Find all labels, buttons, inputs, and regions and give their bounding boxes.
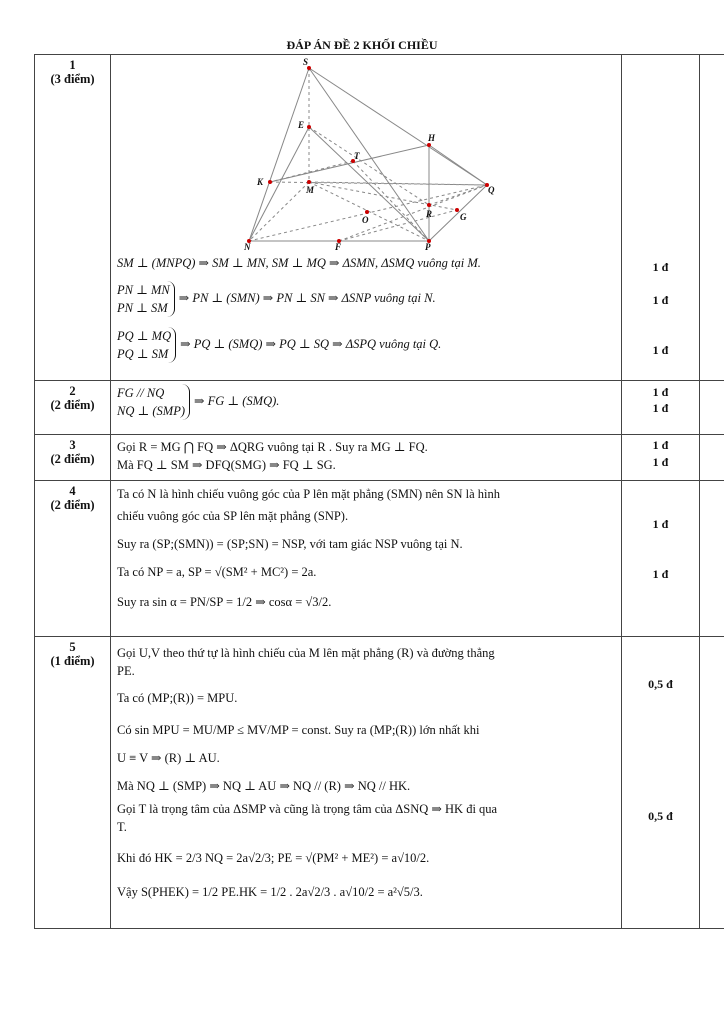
point-label: F [335,242,342,251]
answer-line: Ta có N là hình chiếu vuông góc của P lên mặt phẳng (SMN) nên SN là hình [117,487,500,501]
extra-cell [700,481,724,637]
answer-cell [111,481,622,637]
point-label: M [306,185,315,195]
points-cell [622,435,700,481]
question-cell [35,637,111,929]
answer-cell [111,381,622,435]
point-label: T [354,151,360,161]
answer-line: SM ⊥ (MNPQ) ⇒ SM ⊥ MN, SM ⊥ MQ ⇒ ΔSMN, ΔSMQ vuông tại M. [117,256,481,270]
answer-line: Gọi R = MG ⋂ FQ ⇒ ΔQRG vuông tại R . Suy ra MG ⊥ FQ. [117,440,428,454]
answer-cell [111,55,622,381]
answer-cell [111,637,622,929]
table-row [35,55,724,381]
question-cell [35,55,111,381]
answer-line: PE. [117,664,135,678]
system-result: ⇒ FG ⊥ (SMQ). [194,393,280,408]
table-row [35,381,724,435]
question-number: 1 [69,58,76,72]
question-score: (1 điểm) [50,654,95,668]
system-line: PQ ⊥ SM [117,347,169,361]
point-mark: 1 đ [652,385,669,399]
point-mark: 0,5 đ [648,677,673,691]
system-line: NQ ⊥ (SMP) [117,404,185,418]
question-number: 2 [69,384,76,398]
point-mark: 1 đ [652,455,669,469]
extra-cell [700,381,724,435]
point-label: Q [488,185,495,195]
point-label: P [425,242,431,251]
point-mark: 1 đ [652,438,669,452]
answer-line: Khi đó HK = 2/3 NQ = 2a√2/3; PE = √(PM² + ME²) = a√10/2. [117,851,430,865]
table-row [35,435,724,481]
point-mark: 1 đ [652,293,669,307]
extra-cell [700,637,724,929]
answer-line: U ≡ V ⇒ (R) ⊥ AU. [117,751,220,765]
point-mark: 1 đ [652,517,669,531]
question-cell [35,435,111,481]
answer-line: Mà NQ ⊥ (SMP) ⇒ NQ ⊥ AU ⇒ NQ // (R) ⇒ NQ // HK. [117,779,411,793]
question-score: (2 điểm) [50,398,95,412]
answer-line: Ta có (MP;(R)) = MPU. [117,691,238,705]
point-label: K [257,177,264,187]
point-mark: 0,5 đ [648,809,673,823]
question-score: (2 điểm) [50,452,95,466]
points-cell [622,55,700,381]
answer-line: Suy ra sin α = PN/SP = 1/2 ⇒ cosα = √3/2. [117,595,332,609]
point-label: R [426,209,433,219]
question-cell [35,481,111,637]
table-row [35,481,724,637]
answer-line: Gọi U,V theo thứ tự là hình chiếu của M lên mặt phẳng (R) và đường thẳng [117,646,495,660]
point-mark: 1 đ [652,567,669,581]
answer-line: T. [117,820,127,834]
points-cell [622,481,700,637]
system-result: ⇒ PQ ⊥ (SMQ) ⇒ PQ ⊥ SQ ⇒ ΔSPQ vuông tại Q. [180,336,442,351]
system-result: ⇒ PN ⊥ (SMN) ⇒ PN ⊥ SN ⇒ ΔSNP vuông tại N. [178,290,436,305]
answer-line: Mà FQ ⊥ SM ⇒ DFQ(SMG) ⇒ FQ ⊥ SG. [117,458,336,472]
answer-line: Gọi T là trọng tâm của ΔSMP và cũng là trọng tâm của ΔSNQ ⇒ HK đi qua [117,802,498,816]
point-label: N [244,242,251,251]
system-line: PQ ⊥ MQ [117,329,172,343]
question-number: 4 [69,484,76,498]
point-mark: 1 đ [652,260,669,274]
system-line: PN ⊥ MN [117,283,170,297]
answer-line: chiếu vuông góc của SP lên mặt phẳng (SNP). [117,509,349,523]
extra-cell [700,55,724,381]
point-label: H [428,133,436,143]
point-label: S [303,57,309,67]
system-brace [117,327,176,363]
answer-line: Ta có NP = a, SP = √(SM² + MC²) = 2a. [117,565,317,579]
answer-system [117,327,615,363]
answer-table [34,54,724,929]
answer-cell [111,435,622,481]
system-brace [117,384,190,420]
points-cell [622,637,700,929]
point-mark: 1 đ [652,343,669,357]
answer-line: Suy ra (SP;(SMN)) = (SP;SN) = NSP, với tam giác NSP vuông tại N. [117,537,463,551]
question-cell [35,381,111,435]
system-line: PN ⊥ SM [117,301,168,315]
answer-line: Có sin MPU = MU/MP ≤ MV/MP = const. Suy ra (MP;(R)) lớn nhất khi [117,723,480,737]
question-score: (3 điểm) [50,72,95,86]
answer-system [117,281,615,317]
question-number: 3 [69,438,76,452]
point-label: G [460,212,467,222]
answer-line: Vậy S(PHEK) = 1/2 PE.HK = 1/2 . 2a√2/3 . a√10/2 = a²√5/3. [117,885,423,899]
pyramid-figure [117,55,615,251]
table-row [35,637,724,929]
point-mark: 1 đ [652,401,669,415]
points-cell [622,381,700,435]
point-label: E [298,120,305,130]
document-title: ĐÁP ÁN ĐỀ 2 KHỐI CHIỀU [286,38,438,52]
system-line: FG // NQ [117,386,165,400]
point-label: O [362,215,369,225]
system-brace [117,281,175,317]
answer-system [117,384,615,420]
extra-cell [700,435,724,481]
question-score: (2 điểm) [50,498,95,512]
question-number: 5 [69,640,76,654]
